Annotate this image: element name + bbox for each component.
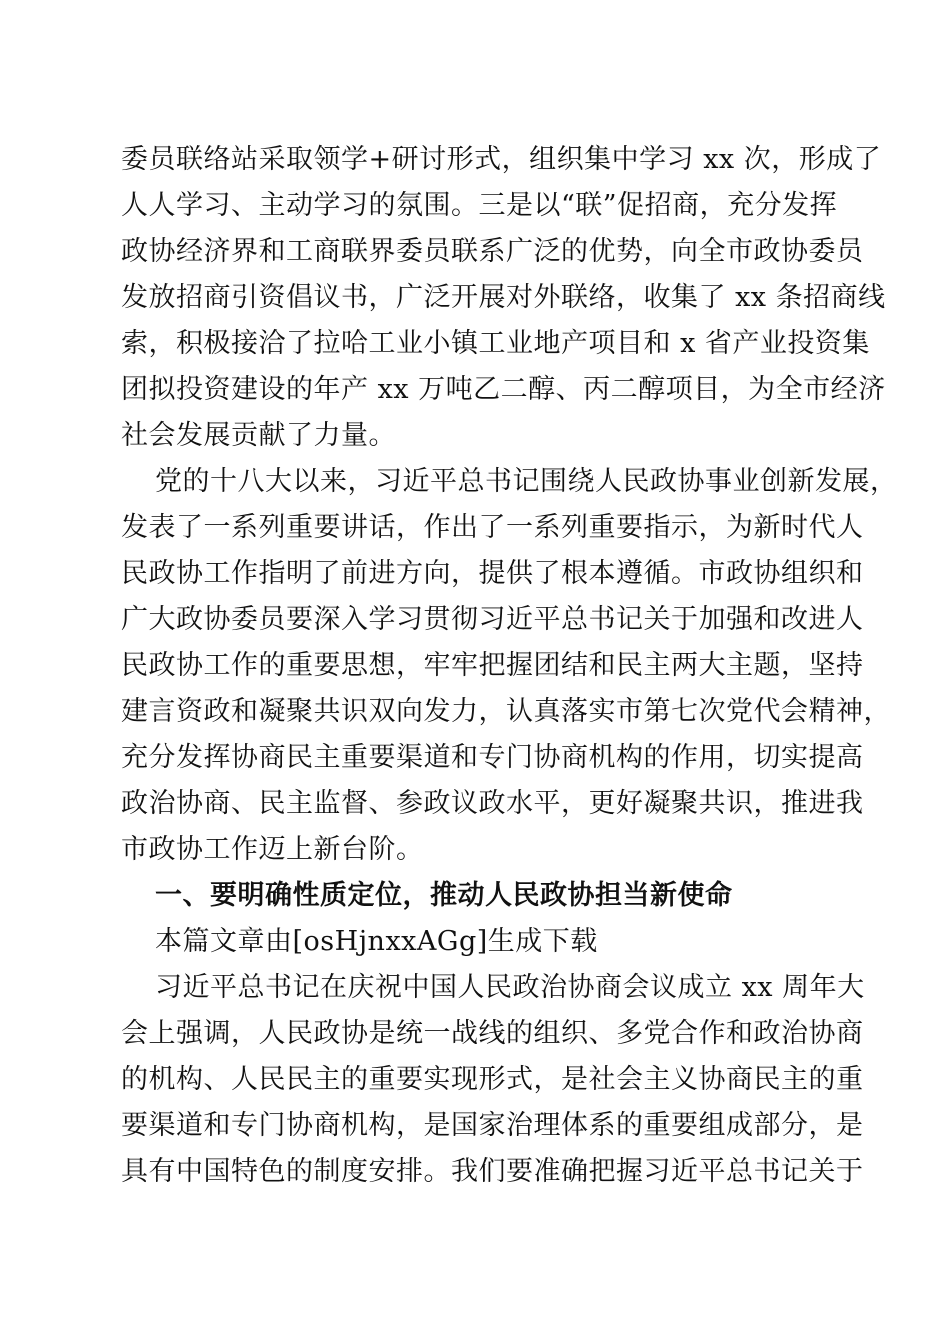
paragraph-2-line-6: 建言资政和凝聚共识双向发力，认真落实市第七次党代会精神， [121,696,891,727]
paragraph-3-line-2: 会上强调，人民政协是统一战线的组织、多党合作和政治协商 [121,1018,864,1049]
paragraph-2-line-4: 广大政协委员要深入学习贯彻习近平总书记关于加强和改进人 [121,604,864,635]
paragraph-2-line-1: 党的十八大以来，习近平总书记围绕人民政协事业创新发展， [155,466,898,497]
paragraph-1-line-3: 政协经济界和工商联界委员联系广泛的优势，向全市政协委员 [121,236,864,267]
paragraph-2-line-7: 充分发挥协商民主重要渠道和专门协商机构的作用，切实提高 [121,742,864,773]
paragraph-2-line-2: 发表了一系列重要讲话，作出了一系列重要指示，为新时代人 [121,512,864,543]
paragraph-3-line-5: 具有中国特色的制度安排。我们要准确把握习近平总书记关于 [121,1156,864,1187]
paragraph-1-line-5: 索，积极接洽了拉哈工业小镇工业地产项目和 x 省产业投资集 [121,328,870,359]
paragraph-2-line-8: 政治协商、民主监督、参政议政水平，更好凝聚共识，推进我 [121,788,864,819]
paragraph-3-line-1: 习近平总书记在庆祝中国人民政治协商会议成立 xx 周年大 [155,972,865,1003]
paragraph-1-line-6: 团拟投资建设的年产 xx 万吨乙二醇、丙二醇项目，为全市经济 [121,374,886,405]
paragraph-2-line-5: 民政协工作的重要思想，牢牢把握团结和民主两大主题，坚持 [121,650,864,681]
paragraph-1-line-7: 社会发展贡献了力量。 [121,420,396,451]
section-heading: 一、要明确性质定位，推动人民政协担当新使命 [155,880,733,911]
paragraph-2-line-3: 民政协工作指明了前进方向，提供了根本遵循。市政协组织和 [121,558,864,589]
paragraph-3-line-4: 要渠道和专门协商机构，是国家治理体系的重要组成部分，是 [121,1110,864,1141]
paragraph-1-line-2: 人人学习、主动学习的氛围。三是以“联”促招商，充分发挥 [121,190,838,221]
paragraph-1-line-4: 发放招商引资倡议书，广泛开展对外联络，收集了 xx 条招商线 [121,282,886,313]
paragraph-2-line-9: 市政协工作迈上新台阶。 [121,834,424,865]
generated-note: 本篇文章由[osHjnxxAGg]生成下载 [155,926,598,957]
paragraph-3-line-3: 的机构、人民民主的重要实现形式，是社会主义协商民主的重 [121,1064,864,1095]
paragraph-1-line-1: 委员联络站采取领学+研讨形式，组织集中学习 xx 次，形成了 [121,144,882,175]
